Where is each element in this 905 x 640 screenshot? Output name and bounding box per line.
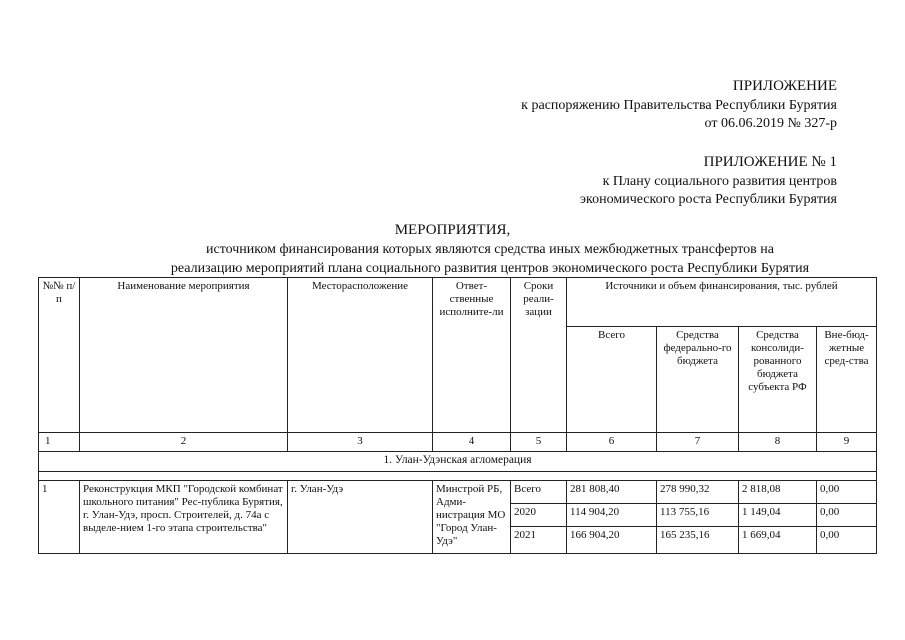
period-regional: 1 669,04 [739,527,817,554]
period-federal: 278 990,32 [657,481,739,504]
header-extra: Вне-бюд-жетные сред-ства [817,327,877,433]
col-number: 1 [39,433,80,452]
header-name: Наименование мероприятия [80,278,288,433]
row-location: г. Улан-Удэ [288,481,433,554]
period-federal: 113 755,16 [657,504,739,527]
period-total: 166 904,20 [567,527,657,554]
row-name: Реконструкция МКП "Городской комбинат школьного питания" Рес-публика Бурятия, г. Улан-Удэ, просп. Строителей, д. 74а с выделе-нием 1-го этапа строительства" [80,481,288,554]
period-term: 2021 [511,527,567,554]
subtitle-line2: реализацию мероприятий плана социального развития центров экономического роста Республики Бурятия [170,261,810,276]
column-numbers-row [39,433,877,452]
document-subtitle [140,240,840,278]
col-number: 2 [80,433,288,452]
period-regional: 1 149,04 [739,504,817,527]
appendix2-block [580,151,837,209]
col-number: 7 [657,433,739,452]
header-federal: Средства федерально-го бюджета [657,327,739,433]
header-total: Всего [567,327,657,433]
activities-table [38,277,877,554]
period-regional: 2 818,08 [739,481,817,504]
col-number: 3 [288,433,433,452]
period-federal: 165 235,16 [657,527,739,554]
col-number: 5 [511,433,567,452]
period-extra: 0,00 [817,481,877,504]
header-row-1 [39,278,877,327]
col-number: 9 [817,433,877,452]
period-term: 2020 [511,504,567,527]
header-regional: Средства консолиди-рованного бюджета субъекта РФ [739,327,817,433]
appendix-line1: к распоряжению Правительства Республики Бурятия [521,98,837,113]
appendix2-title: ПРИЛОЖЕНИЕ № 1 [703,154,837,170]
appendix2-line1: к Плану социального развития центров [602,174,837,189]
period-total: 281 808,40 [567,481,657,504]
header-responsible: Ответ-ственные исполните-ли [433,278,511,433]
spacer-row [39,472,877,481]
appendix-block [521,75,837,133]
row-num: 1 [39,481,80,554]
header-num: №№ п/п [39,278,80,433]
header-terms: Сроки реали-зации [511,278,567,433]
col-number: 8 [739,433,817,452]
appendix-title: ПРИЛОЖЕНИЕ [732,78,837,94]
row-responsible: Минстрой РБ, Адми-нистрация МО "Город Улан-Удэ" [433,481,511,554]
section-title: 1. Улан-Удэнская агломерация [39,452,877,472]
appendix2-line2: экономического роста Республики Бурятия [580,192,837,207]
section-row [39,452,877,472]
header-sources: Источники и объем финансирования, тыс. рублей [567,278,877,327]
header-location: Месторасположение [288,278,433,433]
subtitle-line1: источником финансирования которых являются средства иных межбюджетных трансфертов на [205,242,774,257]
col-number: 4 [433,433,511,452]
period-total: 114 904,20 [567,504,657,527]
col-number: 6 [567,433,657,452]
period-term: Всего [511,481,567,504]
period-extra: 0,00 [817,527,877,554]
table-row [39,481,877,504]
appendix-line2: от 06.06.2019 № 327-р [704,116,837,131]
document-title: МЕРОПРИЯТИЯ, [394,222,511,238]
period-extra: 0,00 [817,504,877,527]
